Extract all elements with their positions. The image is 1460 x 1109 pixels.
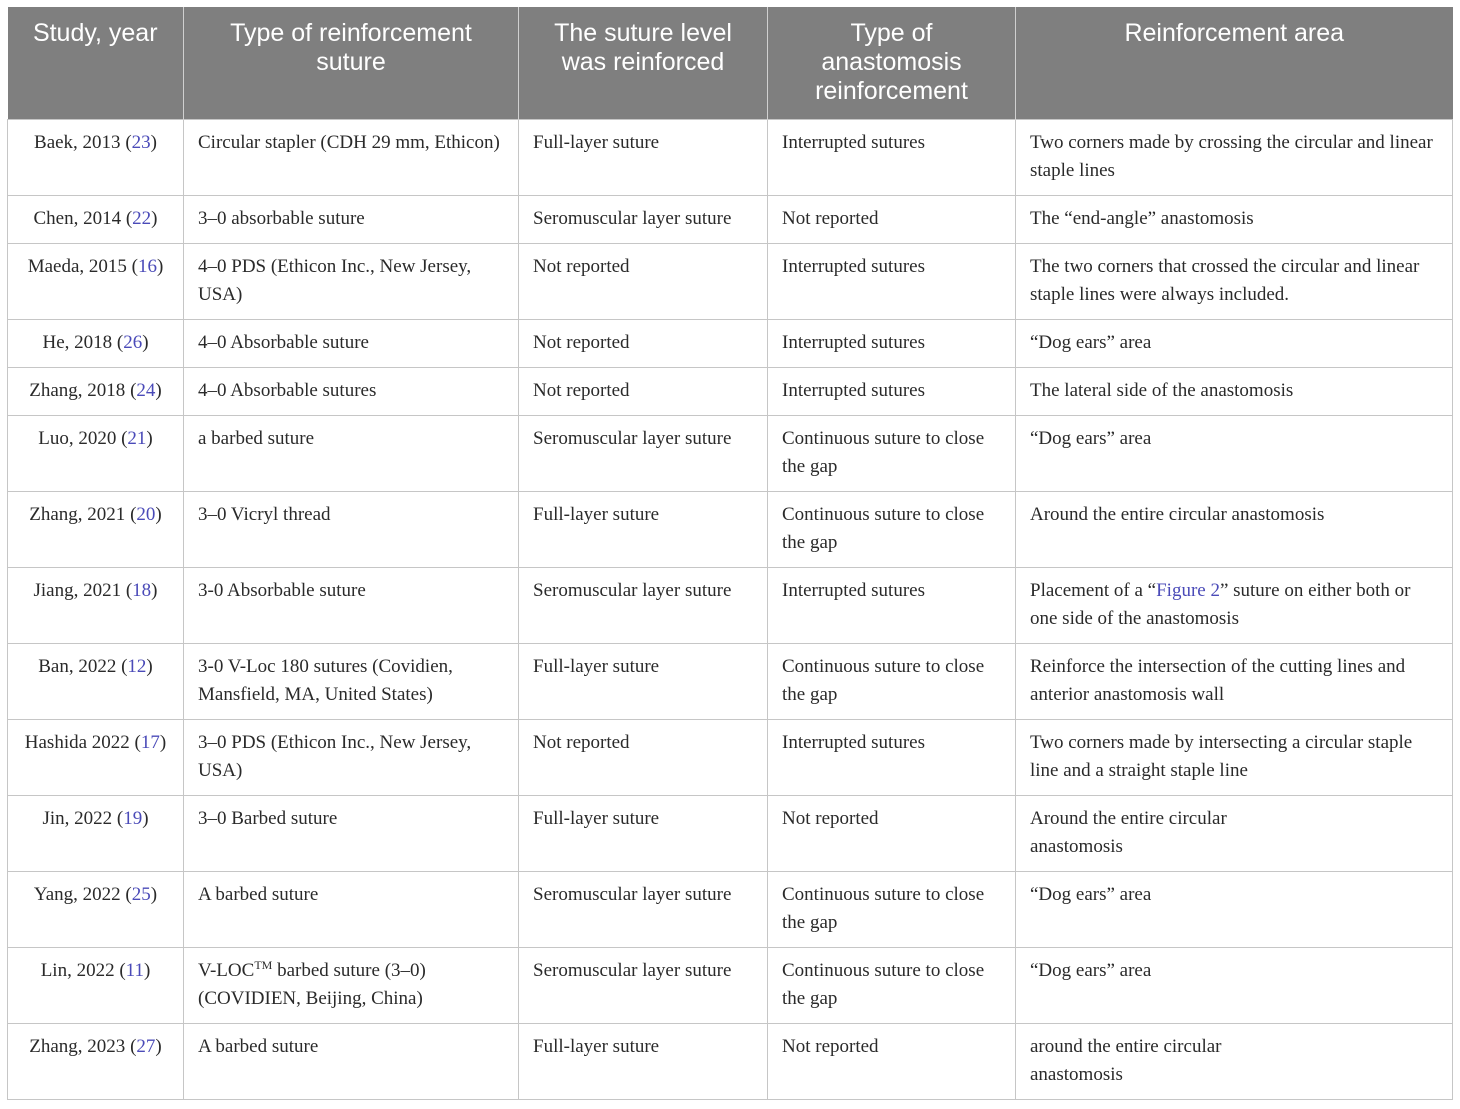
study-cell: Zhang, 2018 (24): [8, 368, 184, 416]
level-cell: Not reported: [519, 244, 768, 320]
reference-link[interactable]: 27: [136, 1036, 156, 1057]
anastomosis-type-cell: Continuous suture to close the gap: [768, 416, 1016, 492]
suture-cell: A barbed suture: [184, 1024, 519, 1100]
study-cell: Ban, 2022 (12): [8, 644, 184, 720]
level-cell: Full-layer suture: [519, 492, 768, 568]
anastomosis-type-cell: Interrupted sutures: [768, 568, 1016, 644]
suture-text-post: barbed suture (3–0) (COVIDIEN, Beijing, China): [198, 960, 426, 1009]
study-cell: Luo, 2020 (21): [8, 416, 184, 492]
study-name: Baek, 2013: [34, 132, 121, 153]
table-row: [8, 568, 1453, 644]
table-row: [8, 1024, 1453, 1100]
header-suture-type: Type of reinforcement suture: [184, 7, 519, 120]
anastomosis-type-cell: Interrupted sutures: [768, 720, 1016, 796]
reference-link[interactable]: 17: [140, 732, 160, 753]
study-name: Luo, 2020: [38, 428, 117, 449]
study-cell: Hashida 2022 (17): [8, 720, 184, 796]
suture-cell: 4–0 PDS (Ethicon Inc., New Jersey, USA): [184, 244, 519, 320]
level-cell: Full-layer suture: [519, 796, 768, 872]
area-cell: The two corners that crossed the circular and linear staple lines were always included.: [1016, 244, 1453, 320]
area-cell: Two corners made by intersecting a circular staple line and a straight staple line: [1016, 720, 1453, 796]
area-text-pre: Placement of a “: [1030, 580, 1157, 601]
area-cell: The “end-angle” anastomosis: [1016, 196, 1453, 244]
anastomosis-type-cell: Continuous suture to close the gap: [768, 644, 1016, 720]
level-cell: Full-layer suture: [519, 644, 768, 720]
reference-link[interactable]: 16: [137, 256, 157, 277]
study-name: He, 2018: [42, 332, 113, 353]
study-cell: Baek, 2013 (23): [8, 120, 184, 196]
level-cell: Seromuscular layer suture: [519, 948, 768, 1024]
suture-cell: 3–0 Barbed suture: [184, 796, 519, 872]
table-row: [8, 720, 1453, 796]
table-row: [8, 948, 1453, 1024]
table-row: [8, 644, 1453, 720]
reference-link[interactable]: 25: [131, 884, 151, 905]
area-cell: Reinforce the intersection of the cutting lines and anterior anastomosis wall: [1016, 644, 1453, 720]
header-row: [8, 7, 1453, 120]
table-container: [7, 7, 1452, 1100]
area-cell: Two corners made by crossing the circular and linear staple lines: [1016, 120, 1453, 196]
study-name: Maeda, 2015: [27, 256, 127, 277]
table-row: [8, 120, 1453, 196]
area-cell: around the entire circular anastomosis: [1016, 1024, 1453, 1100]
suture-cell: 3–0 Vicryl thread: [184, 492, 519, 568]
study-name: Jiang, 2021: [33, 580, 122, 601]
study-name: Zhang, 2018: [29, 380, 126, 401]
area-cell: Around the entire circular anastomosis: [1016, 796, 1453, 872]
area-cell: The lateral side of the anastomosis: [1016, 368, 1453, 416]
suture-text-pre: V-LOC: [198, 960, 255, 981]
header-suture-level: The suture level was reinforced: [519, 7, 768, 120]
anastomosis-type-cell: Not reported: [768, 796, 1016, 872]
suture-cell: Circular stapler (CDH 29 mm, Ethicon): [184, 120, 519, 196]
anastomosis-type-cell: Interrupted sutures: [768, 120, 1016, 196]
suture-cell: 4–0 Absorbable sutures: [184, 368, 519, 416]
area-text-post: ” suture on either both or one side of the anastomosis: [1030, 580, 1411, 629]
level-cell: Not reported: [519, 320, 768, 368]
reference-link[interactable]: 19: [123, 808, 143, 829]
table-row: [8, 416, 1453, 492]
area-cell: “Dog ears” area: [1016, 416, 1453, 492]
study-name: Jin, 2022: [42, 808, 113, 829]
level-cell: Full-layer suture: [519, 120, 768, 196]
study-cell: Yang, 2022 (25): [8, 872, 184, 948]
suture-cell: 3-0 Absorbable suture: [184, 568, 519, 644]
suture-cell: a barbed suture: [184, 416, 519, 492]
level-cell: Seromuscular layer suture: [519, 568, 768, 644]
table-row: [8, 368, 1453, 416]
reference-link[interactable]: 26: [123, 332, 143, 353]
study-name: Hashida 2022: [24, 732, 130, 753]
study-cell: Jiang, 2021 (18): [8, 568, 184, 644]
table-row: [8, 320, 1453, 368]
study-name: Yang, 2022: [33, 884, 121, 905]
anastomosis-type-cell: Not reported: [768, 1024, 1016, 1100]
suture-cell: 4–0 Absorbable suture: [184, 320, 519, 368]
reference-link[interactable]: 20: [136, 504, 156, 525]
table-row: [8, 492, 1453, 568]
level-cell: Seromuscular layer suture: [519, 196, 768, 244]
area-cell: Around the entire circular anastomosis: [1016, 492, 1453, 568]
suture-cell: A barbed suture: [184, 872, 519, 948]
study-name: Lin, 2022: [40, 960, 115, 981]
suture-cell: [184, 948, 519, 1024]
figure-link[interactable]: Figure 2: [1156, 580, 1220, 601]
reference-link[interactable]: 22: [132, 208, 152, 229]
table-row: [8, 872, 1453, 948]
header-study-year: Study, year: [8, 7, 184, 120]
study-name: Zhang, 2021: [29, 504, 126, 525]
anastomosis-type-cell: Continuous suture to close the gap: [768, 492, 1016, 568]
anastomosis-type-cell: Continuous suture to close the gap: [768, 872, 1016, 948]
suture-cell: 3–0 absorbable suture: [184, 196, 519, 244]
reference-link[interactable]: 18: [132, 580, 152, 601]
area-cell: “Dog ears” area: [1016, 948, 1453, 1024]
reference-link[interactable]: 23: [131, 132, 151, 153]
reference-link[interactable]: 24: [136, 380, 156, 401]
study-name: Ban, 2022: [38, 656, 117, 677]
area-cell: “Dog ears” area: [1016, 872, 1453, 948]
anastomosis-type-cell: Not reported: [768, 196, 1016, 244]
anastomosis-type-cell: Interrupted sutures: [768, 244, 1016, 320]
reference-link[interactable]: 12: [127, 656, 147, 677]
study-cell: He, 2018 (26): [8, 320, 184, 368]
level-cell: Not reported: [519, 368, 768, 416]
trademark-superscript: TM: [254, 958, 273, 972]
study-name: Chen, 2014: [33, 208, 122, 229]
area-cell: [1016, 568, 1453, 644]
level-cell: Not reported: [519, 720, 768, 796]
suture-cell: 3-0 V-Loc 180 sutures (Covidien, Mansfield, MA, United States): [184, 644, 519, 720]
level-cell: Seromuscular layer suture: [519, 872, 768, 948]
suture-cell: 3–0 PDS (Ethicon Inc., New Jersey, USA): [184, 720, 519, 796]
table-row: [8, 796, 1453, 872]
studies-table: [7, 7, 1453, 1100]
study-cell: Chen, 2014 (22): [8, 196, 184, 244]
area-cell: “Dog ears” area: [1016, 320, 1453, 368]
header-reinforcement-area: Reinforcement area: [1016, 7, 1453, 120]
anastomosis-type-cell: Interrupted sutures: [768, 320, 1016, 368]
level-cell: Full-layer suture: [519, 1024, 768, 1100]
table-row: [8, 196, 1453, 244]
anastomosis-type-cell: Continuous suture to close the gap: [768, 948, 1016, 1024]
reference-link[interactable]: 11: [125, 960, 144, 981]
anastomosis-type-cell: Interrupted sutures: [768, 368, 1016, 416]
study-cell: Zhang, 2021 (20): [8, 492, 184, 568]
study-cell: Jin, 2022 (19): [8, 796, 184, 872]
level-cell: Seromuscular layer suture: [519, 416, 768, 492]
study-name: Zhang, 2023: [29, 1036, 126, 1057]
header-anastomosis-type: Type of anastomosis reinforcement: [768, 7, 1016, 120]
table-row: [8, 244, 1453, 320]
study-cell: Lin, 2022 (11): [8, 948, 184, 1024]
reference-link[interactable]: 21: [127, 428, 147, 449]
study-cell: Maeda, 2015 (16): [8, 244, 184, 320]
study-cell: Zhang, 2023 (27): [8, 1024, 184, 1100]
